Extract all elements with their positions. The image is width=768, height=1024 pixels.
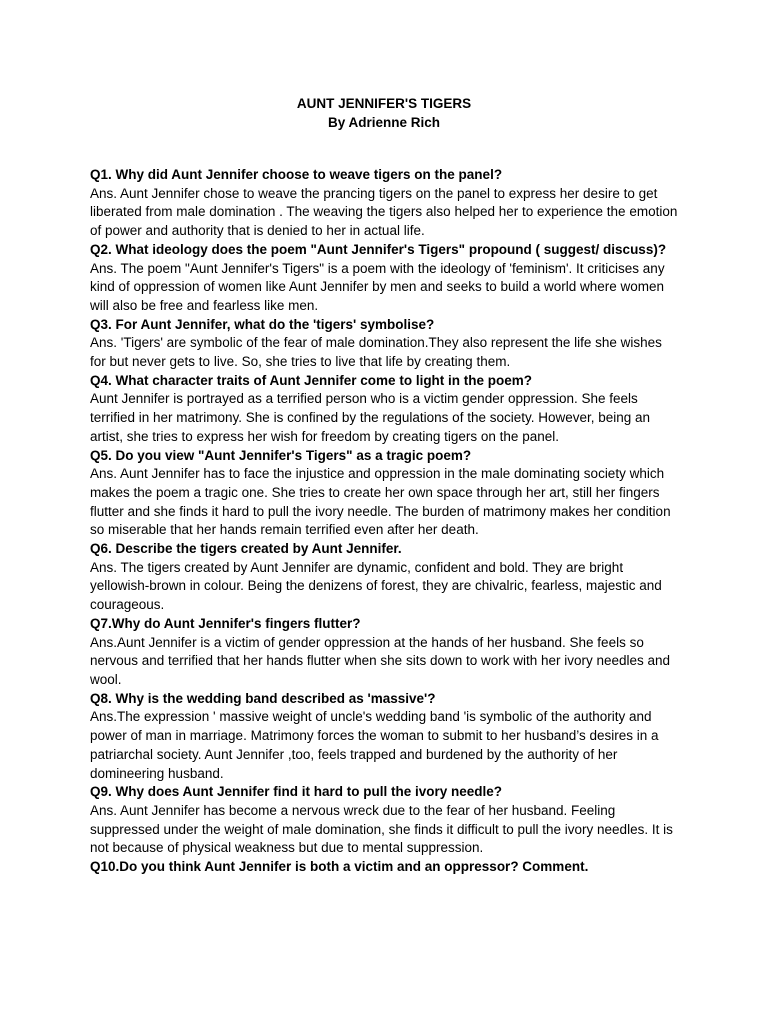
answer-7: Ans.Aunt Jennifer is a victim of gender oppression at the hands of her husband. She feels so nervous and terrified that her hands flutter when she sits down to work with her ivory needles and wool. — [90, 634, 671, 687]
question-3: Q3. For Aunt Jennifer, what do the 'tigers' symbolise? — [90, 316, 435, 332]
question-10: Q10.Do you think Aunt Jennifer is both a victim and an oppressor? Comment. — [90, 859, 589, 875]
document-author: By Adrienne Rich — [327, 115, 441, 130]
question-8: Q8. Why is the wedding band described as 'massive'? — [90, 690, 436, 706]
qa-list — [90, 166, 680, 877]
document-title: AUNT JENNIFER'S TIGERS — [296, 96, 472, 111]
answer-2: Ans. The poem "Aunt Jennifer's Tigers" is a poem with the ideology of 'feminism'. It criticises any kind of oppression of women like Aunt Jennifer by men and seeks to build a world where women will also be free and fearless like men. — [90, 260, 665, 313]
question-6: Q6. Describe the tigers created by Aunt Jennifer. — [90, 541, 402, 557]
answer-5: Ans. Aunt Jennifer has to face the injustice and oppression in the male dominating society which makes the poem a tragic one. She tries to create her own space through her art, still her fingers flutter and she finds it hard to pull the ivory needle. The burden of matrimony makes her condition so miserable that her hands remain terrified even after her death. — [90, 466, 671, 538]
question-7: Q7.Why do Aunt Jennifer's fingers flutter? — [90, 615, 361, 631]
question-9: Q9. Why does Aunt Jennifer find it hard to pull the ivory needle? — [90, 784, 503, 800]
answer-9: Ans. Aunt Jennifer has become a nervous wreck due to the fear of her husband. Feeling suppressed under the weight of male domination, she finds it difficult to pull the ivory needles. It is not because of physical weakness but due to mental suppression. — [90, 802, 673, 856]
answer-6: Ans. The tigers created by Aunt Jennifer are dynamic, confident and bold. They are bright yellowish-brown in colour. Being the denizens of forest, they are chivalric, fearless, majestic and courageous. — [90, 559, 662, 613]
answer-3: Ans. 'Tigers' are symbolic of the fear of male domination.They also represent the life she wishes for but never gets to live. So, she tries to live that life by creating them. — [90, 335, 662, 370]
question-2: Q2. What ideology does the poem "Aunt Jennifer's Tigers" propound ( suggest/ discuss)? — [90, 241, 667, 257]
question-1: Q1. Why did Aunt Jennifer choose to weave tigers on the panel? — [90, 167, 503, 182]
question-5: Q5. Do you view "Aunt Jennifer's Tigers" as a tragic poem? — [90, 447, 472, 463]
answer-1: Ans. Aunt Jennifer chose to weave the prancing tigers on the panel to express her desire to get liberated from male domination . The weaving the tigers also helped her to experience the emotion of power and authority that is denied to her in actual life. — [90, 185, 678, 239]
answer-4: Aunt Jennifer is portrayed as a terrified person who is a victim gender oppression. She feels terrified in her matrimony. She is confined by the regulations of the society. However, being an artist, she tries to express her wish for freedom by creating tigers on the panel. — [90, 391, 651, 444]
question-4: Q4. What character traits of Aunt Jennifer come to light in the poem? — [90, 372, 533, 388]
answer-8: Ans.The expression ' massive weight of uncle's wedding band 'is symbolic of the authority and power of man in marriage. Matrimony forces the woman to submit to her husband’s desires in a patriarchal society. Aunt Jennifer ,too, feels trapped and burdened by the authority of her domineering husband. — [90, 709, 659, 781]
